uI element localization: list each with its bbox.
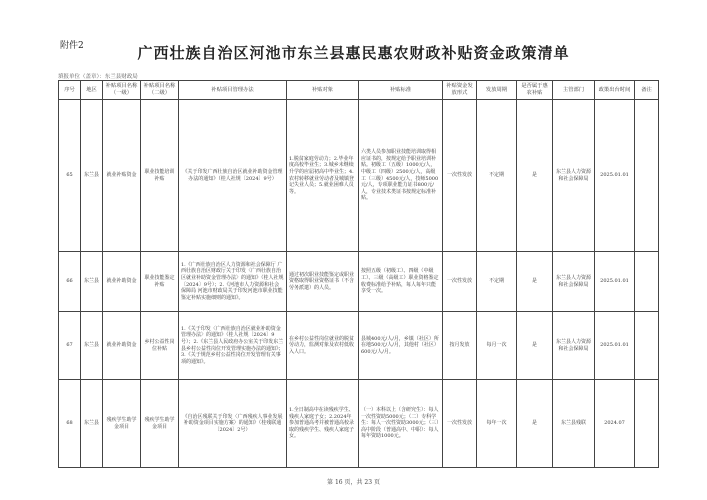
cell-standard: 县城400元/人/月，乡镇（社区）所在地500元/人/月，其他村（社区）600元/人/月。 (359, 312, 443, 380)
cell-target: 1.脱贫家庭劳动力；2.毕业年度高校毕业生；3.城乡未继续升学的应届初高中毕业生；4.农村转移就业劳动者及城镇登记失业人员；5.就业困难人员等。 (287, 100, 359, 252)
cell-region: 东兰县 (81, 380, 103, 468)
header-note: 备注 (635, 81, 659, 100)
page-title: 广西壮族自治区河池市东兰县惠民惠农财政补贴资金政策清单 (137, 44, 570, 62)
cell-form: 一次性发放 (443, 100, 477, 252)
cell-name2: 职业技能鉴定补贴 (141, 252, 179, 312)
cell-cycle: 每年一次 (477, 380, 517, 468)
header-target: 补贴对象 (287, 81, 359, 100)
cell-no: 67 (59, 312, 81, 380)
cell-date: 2024.07 (595, 380, 635, 468)
header-form: 补贴资金发放形式 (443, 81, 477, 100)
table-row (59, 380, 659, 468)
cell-huinong: 是 (517, 380, 553, 468)
cell-name1: 就业补助资金 (103, 312, 141, 380)
cell-huinong: 是 (517, 100, 553, 252)
table-row (59, 312, 659, 380)
table-row (59, 252, 659, 312)
cell-no: 65 (59, 100, 81, 252)
cell-target: 通过初次职业技能鉴定或职业资格取得职业资格证书（不含劳务派遣）的人员。 (287, 252, 359, 312)
cell-cycle: 不定期 (477, 252, 517, 312)
cell-region: 东兰县 (81, 252, 103, 312)
cell-target: 1.全日制高中在读残疾学生、残疾人家庭子女；2.2024年参加普通高考并被普通高校录取的残疾学生、残疾人家庭子女。 (287, 380, 359, 468)
cell-standard: 按照五级（初级工）、四级（中级工）、三级（高级工）职业资格鉴定收费标准给予补贴，每人每年只能享受一次。 (359, 252, 443, 312)
header-date: 政策出台时间 (595, 81, 635, 100)
policy-table (58, 80, 659, 468)
cell-region: 东兰县 (81, 100, 103, 252)
cell-policy: 《关于印发广西壮族自治区就业补助资金管理办法的通知》（桂人社规〔2024〕9号） (179, 100, 287, 252)
cell-name2: 残疾学生助学金项目 (141, 380, 179, 468)
header-region: 地区 (81, 81, 103, 100)
cell-name1: 就业补贴资金 (103, 100, 141, 252)
cell-policy: 《自治区残联关于印发〈广西残疾人事业发展补助资金项目实施方案〉的通知》（桂残联通〔2024〕2号） (179, 380, 287, 468)
cell-cycle: 每月一次 (477, 312, 517, 380)
cell-note (635, 380, 659, 468)
cell-dept: 东兰县人力资源和社会保障局 (553, 312, 595, 380)
annex-label: 附件2 (60, 41, 84, 51)
header-name1: 补贴项目名称（一级） (103, 81, 141, 100)
page-footer: 第 16 页，共 23 页 (327, 479, 380, 486)
cell-huinong: 是 (517, 312, 553, 380)
cell-note (635, 100, 659, 252)
cell-date: 2025.01.01 (595, 252, 635, 312)
cell-policy: 1.《广西壮族自治区人力资源和社会保障厅 广西壮族自治区财政厅关于印发〈广西壮族自治区就业补助资金管理办法〉的通知》（桂人社规〔2024〕9号）；2.《河池市人力资源和社会保障局 河池市财政局关于印发河池市职业技能鉴定补贴实施细则的通知》。 (179, 252, 287, 312)
cell-note (635, 252, 659, 312)
cell-no: 68 (59, 380, 81, 468)
cell-region: 东兰县 (81, 312, 103, 380)
cell-target: 在乡村公益性岗位就业的脱贫劳动力，监测对象及农村低收入人口。 (287, 312, 359, 380)
cell-name1: 残疾学生助学金项目 (103, 380, 141, 468)
header-no: 序号 (59, 81, 81, 100)
cell-form: 一次性发放 (443, 252, 477, 312)
cell-policy: 1.《关于印发〈广西壮族自治区就业补助资金管理办法〉的通知》（桂人社规〔2024〕9号）；2.《东兰县人民政府办公室关于印发东兰县乡村公益性岗位开发管理实施办法的通知》；3.《关于规范乡村公益性岗位开发管理有关事项的通知》。 (179, 312, 287, 380)
cell-date: 2025.01.01 (595, 312, 635, 380)
table-row (59, 100, 659, 252)
header-cycle: 发放周期 (477, 81, 517, 100)
header-name2: 补贴项目名称（二级） (141, 81, 179, 100)
filing-unit: 填报单位（盖章）：东兰县财政局 (58, 74, 138, 80)
table-header-row (59, 81, 659, 100)
header-standard: 补贴标准 (359, 81, 443, 100)
cell-form: 一次性发放 (443, 380, 477, 468)
cell-name1: 就业补助资金 (103, 252, 141, 312)
cell-cycle: 不定期 (477, 100, 517, 252)
cell-note (635, 312, 659, 380)
cell-huinong: 是 (517, 252, 553, 312)
cell-name2: 职业技能培训补贴 (141, 100, 179, 252)
cell-dept: 东兰县人力资源和社会保障局 (553, 252, 595, 312)
cell-dept: 东兰县人力资源和社会保障局 (553, 100, 595, 252)
header-huinong: 是否属于惠农补贴 (517, 81, 553, 100)
cell-date: 2025.01.01 (595, 100, 635, 252)
cell-name2: 乡村公益性岗位补贴 (141, 312, 179, 380)
cell-dept: 东兰县残联 (553, 380, 595, 468)
cell-standard: 六类人员参加职业技能培训取得相应证书的，按规定给予职业培训补贴。初级工（五级）1000元/人，中级工（四级）2500元/人，高级工（三级）4500元/人，技师5000元/人，专项职业能力证书800元/人，专业技术类证书按规定标准补贴。 (359, 100, 443, 252)
cell-standard: （一）本科以上（含研究生）：每人一次性资助5000元；（二）专科学生：每人一次性资助3000元；（三）高中阶段（普通高中、中职）：每人每年资助1000元。 (359, 380, 443, 468)
header-policy: 补贴项目管理办法 (179, 81, 287, 100)
header-dept: 主管部门 (553, 81, 595, 100)
cell-form: 按月发放 (443, 312, 477, 380)
cell-no: 66 (59, 252, 81, 312)
